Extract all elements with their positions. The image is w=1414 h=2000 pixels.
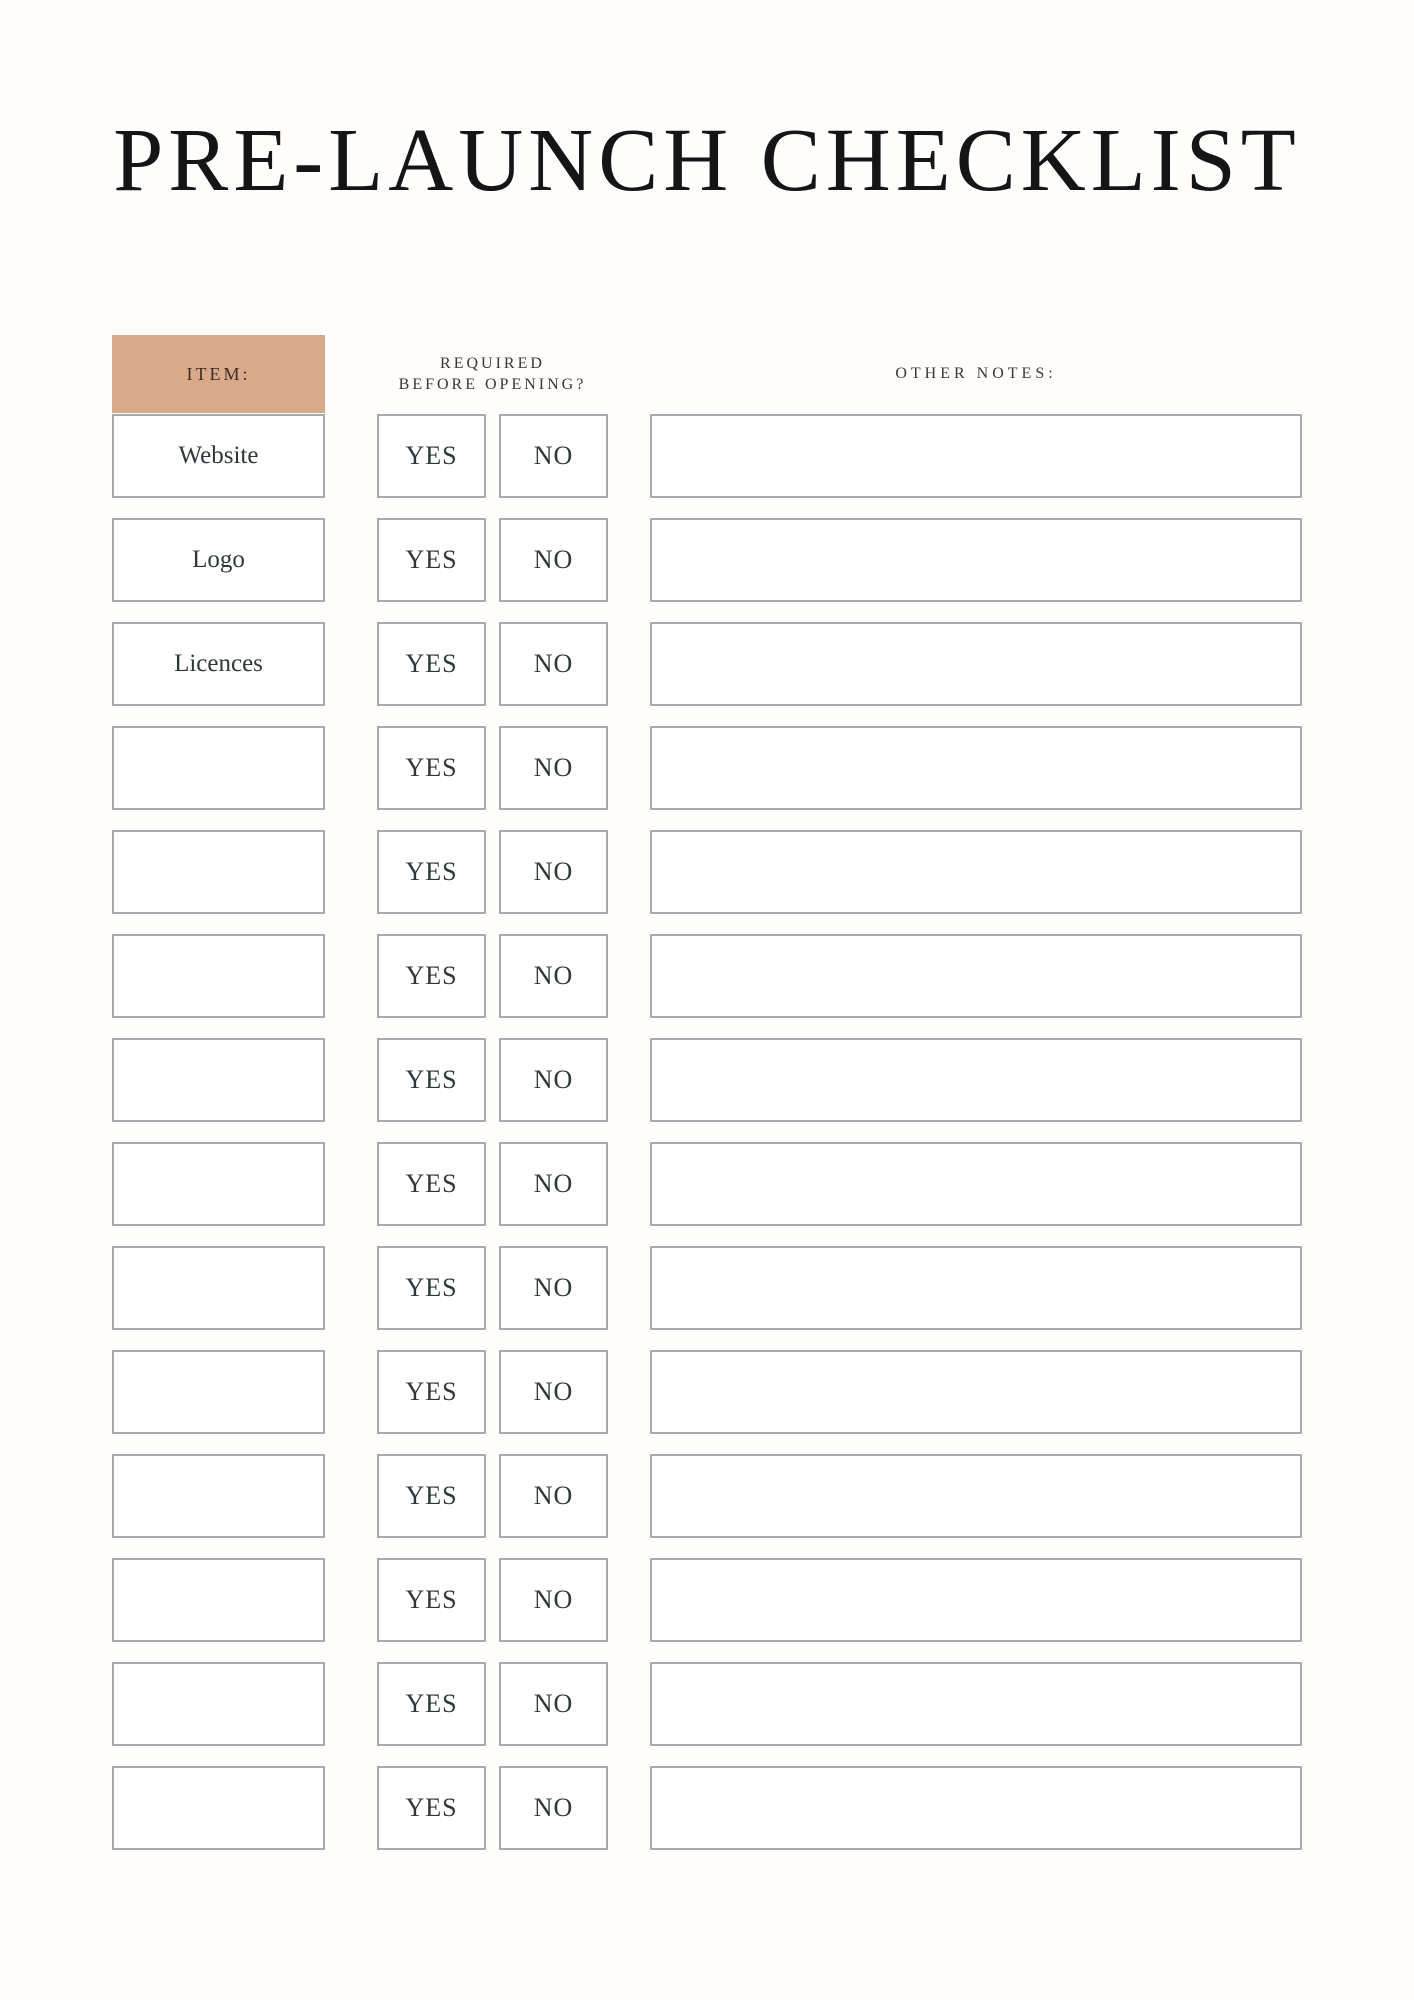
item-box[interactable] [112,726,325,810]
required-header-line2: BEFORE OPENING? [398,376,587,393]
no-label: NO [533,1377,574,1406]
no-label: NO [533,1585,574,1614]
checklist-table [112,335,1302,1870]
yes-label: YES [405,1585,458,1614]
no-checkbox[interactable] [499,1350,608,1434]
item-column-header [112,335,325,413]
no-label: NO [533,1169,574,1198]
notes-box[interactable] [650,1558,1302,1642]
checklist-row [112,1350,1302,1434]
notes-column-header [650,335,1302,413]
no-checkbox[interactable] [499,1454,608,1538]
no-label: NO [533,961,574,990]
yes-label: YES [405,753,458,782]
notes-box[interactable] [650,1246,1302,1330]
yes-label: YES [405,1689,458,1718]
checklist-row [112,726,1302,810]
notes-box[interactable] [650,934,1302,1018]
no-checkbox[interactable] [499,1038,608,1122]
no-label: NO [533,1793,574,1822]
checklist-rows [112,414,1302,1850]
checklist-row [112,1454,1302,1538]
no-label: NO [533,857,574,886]
yes-checkbox[interactable] [377,1766,486,1850]
yes-label: YES [405,961,458,990]
item-box[interactable] [112,934,325,1018]
notes-box[interactable] [650,414,1302,498]
yes-label: YES [405,857,458,886]
notes-box[interactable] [650,1142,1302,1226]
yes-checkbox[interactable] [377,622,486,706]
notes-box[interactable] [650,1454,1302,1538]
item-box[interactable] [112,1662,325,1746]
page-title: PRE-LAUNCH CHECKLIST [113,111,1301,210]
no-label: NO [533,545,574,574]
no-checkbox[interactable] [499,934,608,1018]
no-label: NO [533,1065,574,1094]
notes-box[interactable] [650,1662,1302,1746]
table-header-row [112,335,1302,413]
checklist-row [112,830,1302,914]
no-label: NO [533,649,574,678]
item-label: Licences [174,650,263,677]
notes-box[interactable] [650,1038,1302,1122]
yes-label: YES [405,1273,458,1302]
no-checkbox[interactable] [499,1246,608,1330]
notes-box[interactable] [650,1766,1302,1850]
item-box[interactable] [112,1454,325,1538]
checklist-row [112,1142,1302,1226]
notes-box[interactable] [650,622,1302,706]
checklist-row [112,414,1302,498]
yes-checkbox[interactable] [377,414,486,498]
no-checkbox[interactable] [499,518,608,602]
no-checkbox[interactable] [499,1766,608,1850]
yes-checkbox[interactable] [377,830,486,914]
checklist-row [112,934,1302,1018]
item-label: Logo [192,546,245,573]
yes-checkbox[interactable] [377,1662,486,1746]
no-checkbox[interactable] [499,726,608,810]
yes-label: YES [405,441,458,470]
item-box[interactable] [112,622,325,706]
item-box[interactable] [112,1246,325,1330]
no-label: NO [533,1689,574,1718]
no-checkbox[interactable] [499,1142,608,1226]
no-checkbox[interactable] [499,622,608,706]
yes-label: YES [405,545,458,574]
item-box[interactable] [112,1038,325,1122]
yes-label: YES [405,649,458,678]
no-label: NO [533,753,574,782]
yes-checkbox[interactable] [377,1558,486,1642]
checklist-row [112,1766,1302,1850]
no-label: NO [533,441,574,470]
yes-label: YES [405,1377,458,1406]
yes-checkbox[interactable] [377,1454,486,1538]
item-box[interactable] [112,1142,325,1226]
yes-label: YES [405,1481,458,1510]
checklist-row [112,518,1302,602]
no-label: NO [533,1481,574,1510]
item-box[interactable] [112,1558,325,1642]
yes-label: YES [405,1065,458,1094]
notes-box[interactable] [650,1350,1302,1434]
yes-checkbox[interactable] [377,1246,486,1330]
no-checkbox[interactable] [499,830,608,914]
notes-box[interactable] [650,726,1302,810]
yes-checkbox[interactable] [377,726,486,810]
item-label: Website [178,442,259,469]
item-box[interactable] [112,1766,325,1850]
checklist-row [112,1662,1302,1746]
checklist-row [112,1038,1302,1122]
required-column-header [377,335,608,413]
yes-checkbox[interactable] [377,1038,486,1122]
item-box[interactable] [112,1350,325,1434]
yes-checkbox[interactable] [377,1142,486,1226]
no-checkbox[interactable] [499,414,608,498]
yes-checkbox[interactable] [377,1350,486,1434]
item-box[interactable] [112,830,325,914]
item-box[interactable] [112,518,325,602]
required-header-line1: REQUIRED [440,355,545,372]
yes-label: YES [405,1169,458,1198]
checklist-row [112,1246,1302,1330]
yes-checkbox[interactable] [377,518,486,602]
no-checkbox[interactable] [499,1662,608,1746]
checklist-row [112,622,1302,706]
notes-header-label: OTHER NOTES: [895,365,1057,382]
no-label: NO [533,1273,574,1302]
no-checkbox[interactable] [499,1558,608,1642]
notes-box[interactable] [650,518,1302,602]
checklist-row [112,1558,1302,1642]
yes-checkbox[interactable] [377,934,486,1018]
item-header-label: ITEM: [186,363,251,384]
item-box[interactable] [112,414,325,498]
notes-box[interactable] [650,830,1302,914]
yes-label: YES [405,1793,458,1822]
